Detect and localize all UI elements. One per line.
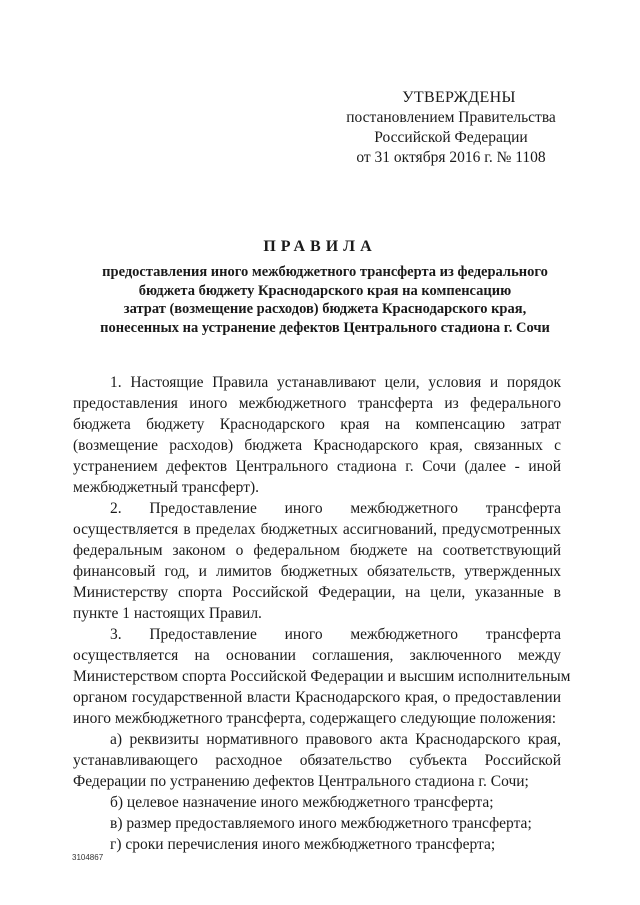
subtitle-line: бюджета бюджету Краснодарского края на компенсацию [138,282,512,299]
subtitle-line: предоставления иного межбюджетного трансферта из федерального [102,264,548,280]
paragraph-2-line: 2. Предоставление иного межбюджетного трансферта [110,500,561,517]
item-b-line: б) целевое назначение иного межбюджетного трансферта; [110,794,494,811]
paragraph-1-line: (возмещение расходов) бюджета Краснодарского края, связанных с [73,437,561,454]
footer-document-code: 3104867 [72,853,104,862]
subtitle-line: понесенных на устранение дефектов Центрального стадиона г. Сочи [100,319,550,336]
paragraph-1-line: предоставления иного межбюджетного трансферта из федерального [73,395,561,412]
paragraph-1-line: межбюджетный трансферт). [73,479,260,496]
paragraph-2-line: пункте 1 настоящих Правил. [73,605,262,622]
item-a-line: а) реквизиты нормативного правового акта Краснодарского края, [110,731,561,748]
rules-subtitle [60,263,590,337]
document-body [73,372,571,855]
paragraph-3-line: 3. Предоставление иного межбюджетного трансферта [110,626,561,643]
paragraph-3-line: иного межбюджетного трансферта, содержащего следующие положения: [73,710,557,727]
paragraph-1-line: устранением дефектов Центрального стадиона г. Сочи (далее - иной [73,458,561,475]
paragraph-2-line: финансовый год, и лимитов бюджетных обязательств, утвержденных [73,563,561,580]
approved-line-2: Российской Федерации [374,129,528,146]
paragraph-2-line: федеральным законом о федеральном бюджете на соответствующий [73,542,561,559]
approved-line-1: постановлением Правительства [346,109,556,126]
paragraph-1-line: 1. Настоящие Правила устанавливают цели, условия и порядок [110,374,561,391]
approved-title: УТВЕРЖДЕНЫ [402,89,516,106]
approval-block [336,88,566,168]
paragraph-1-line: бюджета бюджету Краснодарского края на компенсацию затрат [73,416,561,433]
paragraph-3-line: органом государственной власти Краснодарского края, о предоставлении [73,689,561,706]
rules-title: ПРАВИЛА [263,238,377,255]
item-a-line: устанавливающего расходное обязательство субъекта Российской [73,752,561,769]
paragraph-2-line: Министерству спорта Российской Федерации, на цели, указанные в [73,584,561,601]
item-g-line: г) сроки перечисления иного межбюджетного трансферта; [110,836,496,853]
paragraph-3-line: Министерством спорта Российской Федерации и высшим исполнительным [73,668,571,685]
approved-line-3: от 31 октября 2016 г. № 1108 [356,149,546,166]
paragraph-3-line: осуществляется на основании соглашения, заключенного между [73,647,561,664]
paragraph-2-line: осуществляется в пределах бюджетных ассигнований, предусмотренных [73,521,561,538]
subtitle-line: затрат (возмещение расходов) бюджета Краснодарского края, [123,301,527,317]
item-a-line: Федерации по устранению дефектов Центрального стадиона г. Сочи; [73,773,529,790]
item-v-line: в) размер предоставляемого иного межбюджетного трансферта; [110,815,532,832]
